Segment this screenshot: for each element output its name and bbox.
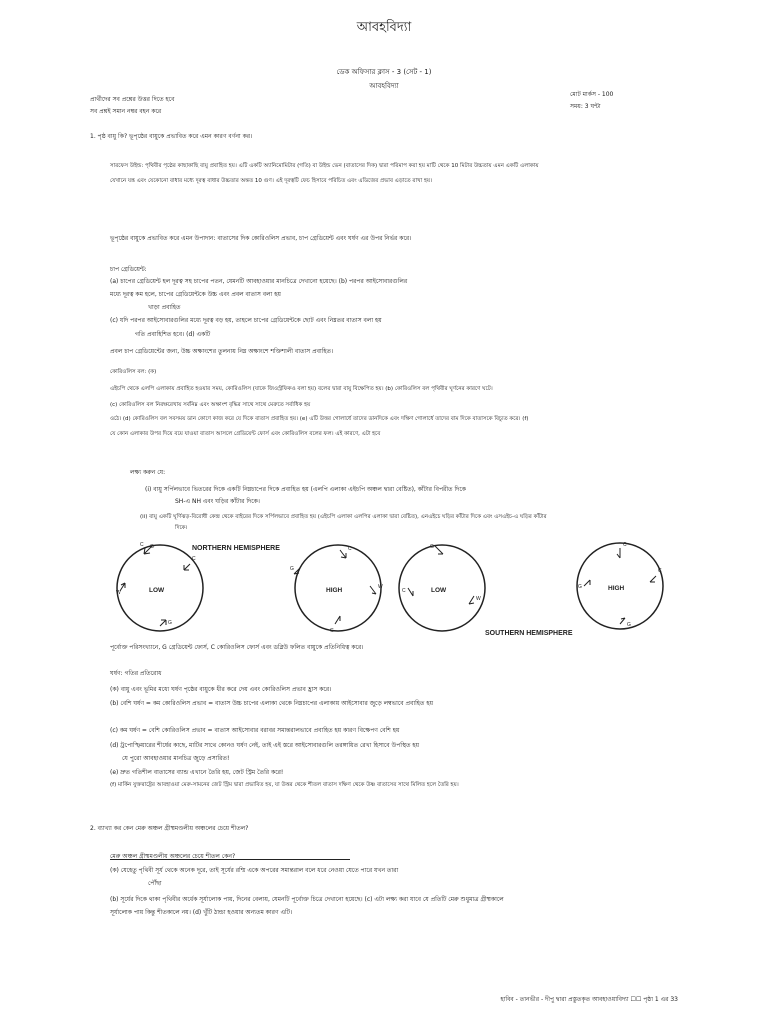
- pg-c2: গতি প্রবাহিশিত হবে। (d) একটি: [135, 331, 211, 338]
- time: সময়: 3 ঘন্টা: [570, 103, 601, 110]
- w-label: W: [378, 584, 383, 590]
- pg-a2: মধ্যে দূরত্ব কম হলে, চাপের গ্রেডিয়েন্টকে উচ্চ এবং প্রবল বাতাস বলা হয়: [110, 291, 281, 298]
- g-label: G: [627, 622, 631, 628]
- q2-a2: পৌঁছা: [148, 880, 162, 887]
- instruction-1: প্রার্থীদের সব প্রশ্নের উত্তর দিতে হবে: [90, 96, 175, 103]
- q2-a1: (ক) যেহেতু পৃথিবী সূর্য থেকে অনেক দূরে, তাই সূর্যের রশ্মি একে অপরের সমান্তরাল বলে ধরে নেওয়া যেতে পারে যখন তারা: [110, 867, 399, 874]
- c-label: C: [192, 556, 196, 562]
- note-i2: SH-এ NH এবং ঘড়ির কাঁটার দিকে।: [175, 498, 260, 505]
- page-footer: হাবিব - তানভীর - দীপু দ্বারা প্রস্তুতকৃত আবহাওয়াবিদ্যা ☐☐ পৃষ্ঠা 1 এর 33: [500, 996, 678, 1003]
- friction-e: (e) দ্রুত গতিশীল বাতাসের ব্যান্ড এখানে তৈরি হয়, জেট স্ট্রিম তৈরি করে!: [110, 769, 284, 776]
- diagram-caption: পূর্বোক্ত পরিসংখ্যানে, G গ্রেডিয়েন্ট ফোর্স, C কোরিওলিস ফোর্স এবং ডব্লিউ ফলিত বায়ুকে প্রতিনিধিত্ব করে।: [110, 644, 364, 651]
- q2-b2: সূর্যালোক পায় কিন্তু শীতকালে নয়। (d) খুঁটি ঠান্ডা হওয়ার অন্যতম কারণ এটি।: [110, 909, 293, 916]
- c-label: C: [140, 542, 144, 548]
- friction-heading: ঘর্ষণ: গতির প্রতিরোধ: [110, 670, 162, 677]
- total-marks: মোট মার্কস - 100: [570, 91, 614, 98]
- question-2: 2. ব্যাখ্যা কর কেন মেরু অঞ্চল গ্রীষ্মমণ্ডলীয় অঞ্চলের চেয়ে শীতল?: [90, 825, 249, 832]
- w-label: W: [116, 590, 121, 596]
- note-ii2: দিকে।: [175, 525, 188, 531]
- underline-rule: [110, 859, 350, 860]
- coriolis-4: যে কোন এলাকার উপর দিয়ে বয়ে যাওয়া বাতাস আসলে গ্রেডিয়েন্ট ফোর্স এবং কোরিওলিস বলের ফল। এই কারণে, এটা হবে: [110, 431, 381, 437]
- pressure-systems-diagram: [90, 536, 710, 646]
- w-label: W: [476, 596, 481, 602]
- friction-d2: যে পুরো আবহাওয়ার মানচিত্র জুড়ে প্রসারিত!: [122, 755, 230, 762]
- coriolis-2: (c) কোরিওলিস বল নিরক্ষরেখায় সর্বনিম্ন এবং অক্ষাংশ বৃদ্ধির সাথে সাথে মেরুতে সর্বাধিক হয়: [110, 402, 311, 408]
- c-label: C: [623, 542, 627, 548]
- note-i: (i) বায়ু সর্পিলভাবে ভিতরের দিকে একটি নিম্নচাপের দিকে প্রবাহিত হয় (এলপি এলাকা এইচপি অঞ্চল দ্বারা বেষ্টিত), কাঁটার বিপরীত দিকে: [145, 486, 466, 493]
- nh-high-system: [290, 545, 383, 634]
- c-label: C: [402, 588, 406, 594]
- pg-a: (a) চাপের গ্রেডিয়েন্ট হল দূরত্ব সহ চাপের পতন, যেমনটি আবহাওয়ার মানচিত্রে দেখানো হয়েছে। (b) পরপর আইসোবারগুলির: [110, 278, 408, 285]
- g-label: G: [330, 628, 334, 634]
- nh-high-label: HIGH: [326, 587, 343, 594]
- coriolis-heading: কোরিওলিস বল: (ক): [110, 369, 157, 375]
- friction-c: (c) কম ঘর্ষণ = বেশি কোরিওলিস প্রভাব = বাতাস আইসোবার বরাবর সমান্তরালভাবে প্রবাহিত হয় কারণ বিক্ষেপণ বেশি হয়: [110, 727, 400, 734]
- q2-b1: (b) সূর্যের দিকে থাকা পৃথিবীর অর্ধেক সূর্যালোক পায়, দিনের বেলায়, যেমনটি পূর্বোক্ত চিত্রে দেখানো হয়েছে। (c) এটা লক্ষ্য করা যাবে যে প্রতিটি মেরু শুধুমাত্র গ্রীষ্মকালে: [110, 896, 504, 903]
- friction-a: (ক) বায়ু এবং ভূমির মধ্যে ঘর্ষণ পৃষ্ঠের বায়ুকে ধীর করে দেয় এবং কোরিওলিস প্রভাব হ্রাস করে।: [110, 686, 332, 693]
- friction-d: (d) ট্রপোস্ফিয়ারের শীর্ষের কাছে, মাটির সাথে কোনও ঘর্ষণ নেই, তাই এই স্তরে আইসোবারগুলি তরঙ্গায়িত রেখা হিসাবে উপস্থিত হয়: [110, 742, 420, 749]
- c-label: C: [658, 568, 662, 574]
- factors-line: ভূপৃষ্ঠের বায়ুকে প্রভাবিত করে এমন উপাদান: বাতাসের দিক কোরিওলিস প্রভাব, চাপ গ্রেডিয়েন্ট এবং ঘর্ষণ এর উপর নির্ভর করে।: [110, 235, 412, 242]
- question-1: 1. পৃষ্ঠ বায়ু কি? ভূপৃষ্ঠের বায়ুকে প্রভাবিত করে এমন কারণ বর্ণনা কর।: [90, 133, 253, 140]
- note-ii: (ii) বায়ু একটি ঘূর্ণিঝড়-বিরোধী কেন্দ্র থেকে বাইরের দিকে সর্পিলভাবে প্রবাহিত হয় (এইচপি এলাকা এলপির এলাকা দ্বারা বেষ্টিত), এনএইচে ঘড়ির কাঁটার দিকে এবং এসএইচ-এ ঘড়ির কাঁটার: [140, 514, 547, 520]
- c-label: C: [348, 546, 352, 552]
- sh-low-system: [399, 544, 485, 631]
- exam-title: ডেক অফিসার ক্লাস - 3 (সেট - 1): [336, 68, 432, 76]
- instruction-2: সব প্রশ্নই সমান নম্বর বহন করে: [90, 108, 162, 115]
- note-heading: লক্ষ্য করুন যে:: [130, 469, 166, 476]
- friction-f: (f) মার্কিন যুক্তরাষ্ট্রের আবহাওয়া মেরু-সামনের জেট স্ট্রিম দ্বারা প্রভাবিত হয়, যা উত্তর থেকে শীতল বাতাস দক্ষিণ থেকে উষ্ণ বাতাসের সাথে মিলিত হলে তৈরি হয়।: [110, 782, 459, 788]
- g-label: G: [150, 544, 154, 550]
- sh-high-system: [577, 542, 663, 629]
- subject-title: আবহবিদ্যা: [369, 82, 399, 90]
- q2-subheading: মেরু অঞ্চল গ্রীষ্মমণ্ডলীয় অঞ্চলের চেয়ে শীতল কেন?: [110, 853, 236, 860]
- g-label: G: [578, 584, 582, 590]
- sh-low-label: LOW: [431, 587, 447, 594]
- pressure-gradient-heading: চাপ গ্রেডিয়েন্ট:: [110, 266, 147, 273]
- northern-hemisphere-label: NORTHERN HEMISPHERE: [192, 545, 280, 552]
- g-label: G: [168, 620, 172, 626]
- sh-high-label: HIGH: [608, 585, 625, 592]
- coriolis-3: ওঠে। (d) কোরিওলিস বল সবসময় ডান কোণে কাজ করে যে দিকে বাতাস প্রবাহিত হয়। (e) এটি উত্তর গোলার্ধে তাদের ডানদিকে এবং দক্ষিণ গোলার্ধে তাদের বাম দিকে বাতাসকে বিচ্যুত করে। (f): [110, 416, 529, 422]
- q1-answer-line-1: সারফেস উইন্ড: পৃথিবীর পৃষ্ঠের কাছাকাছি বায়ু প্রবাহিত হয়। এটি একটি অ্যানিমোমিটার (গতি) বা উইন্ড ভেন (বাতাসের দিক) দ্বারা পরিমাপ করা হয় মাটি থেকে 10 মিটার উচ্চতায় এমন একটি এলাকায়: [110, 163, 539, 169]
- q1-answer-line-2: যেখানে যন্ত্র এবং যেকোনো বাধার মধ্যে দূরত্ব বাধার উচ্চতার অন্তত 10 গুণ। এই দূরত্বটি ফেচ হিসাবে পরিচিত এবং এডিজের প্রভাব এড়াতে রাখা হয়।: [110, 178, 433, 184]
- southern-hemisphere-label: SOUTHERN HEMISPHERE: [485, 630, 573, 637]
- nh-low-system: [116, 542, 203, 631]
- pg-c: (c) যদি পরপর আইসোবারগুলির মধ্যে দূরত্ব বড় হয়, তাহলে চাপের গ্রেডিয়েন্টকে ছোট এবং নিম্নতর বাতাস বলা হয়: [110, 317, 382, 324]
- pg-a3: খাড়া প্রবাহিত: [148, 304, 181, 311]
- page-title: আবহবিদ্যা: [356, 20, 412, 35]
- coriolis-1: এইচপি থেকে এলপি এলাকায় প্রবাহিত হওয়ার সময়, কোরিওলিস (যাকে জিওস্ট্রফিকও বলা হয়) বলের দ্বারা বায়ু বিক্ষেপিত হয়। (b) কোরিওলিস বল পৃথিবীর ঘূর্ণনের কারণে ঘটে।: [110, 386, 493, 392]
- nh-low-label: LOW: [149, 587, 165, 594]
- friction-b: (b) বেশি ঘর্ষণ = কম কোরিওলিস প্রভাব = বাতাস উচ্চ চাপের এলাকা থেকে নিম্নচাপের এলাকায় আইসোবার জুড়ে লম্বভাবে প্রবাহিত হয়: [110, 700, 434, 707]
- g-label: G: [290, 566, 294, 572]
- g-label: G: [430, 544, 434, 550]
- pg-c3: প্রবল চাপ গ্রেডিয়েন্টের জন্য, উচ্চ অক্ষাংশের তুলনায় নিম্ন অক্ষাংশে শক্তিশালী বাতাস প্রবাহিত।: [110, 348, 334, 355]
